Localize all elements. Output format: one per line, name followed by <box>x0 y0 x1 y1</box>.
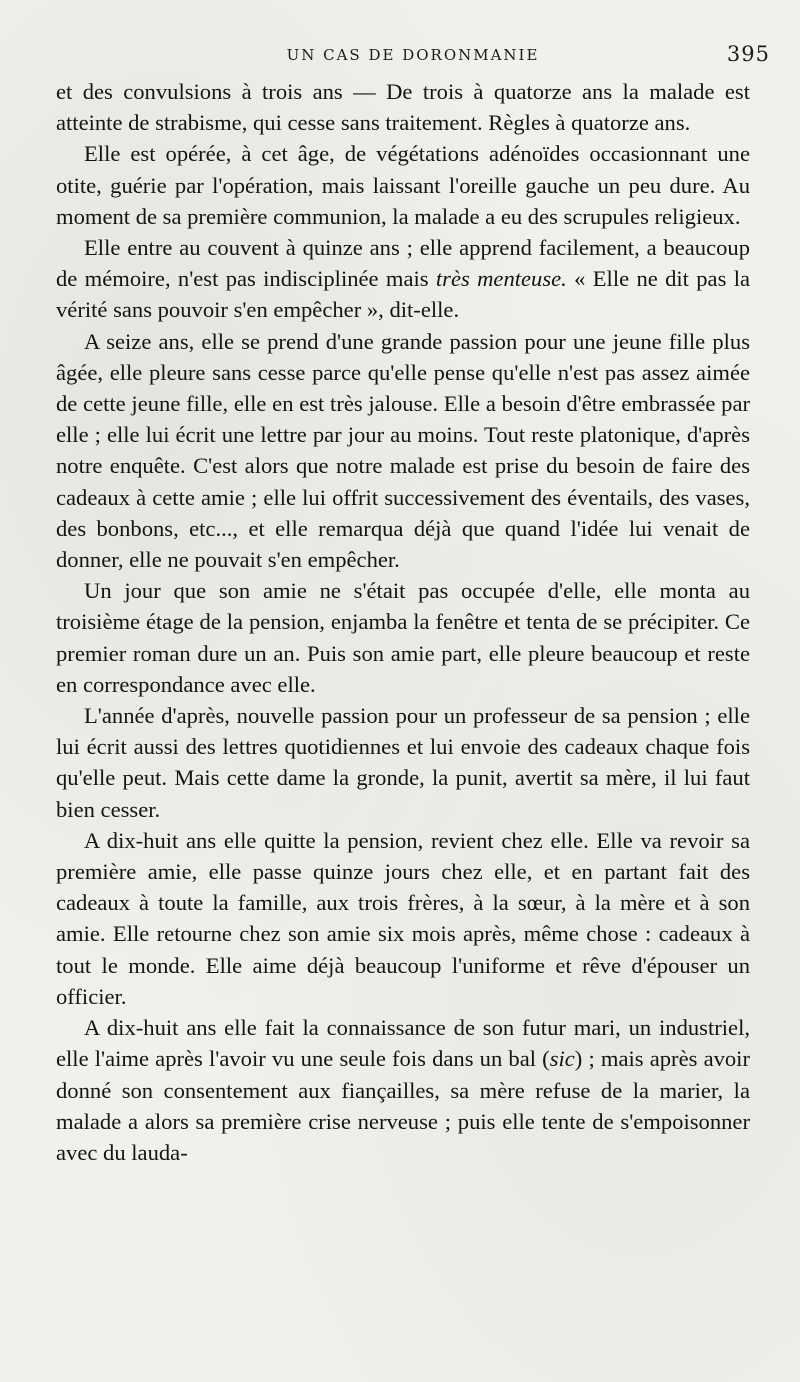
paragraph-5: Un jour que son amie ne s'était pas occupée d'elle, elle monta au troisième étage de la pension, enjamba la fenêtre et tenta de se précipiter. Ce premier roman dure un an. Puis son amie part, elle pleure beaucoup et reste en correspondance avec elle. <box>56 578 750 697</box>
paragraph-3-end: « Elle ne dit pas la vérité sans pouvoir s'en empêcher », dit-elle. <box>56 266 750 323</box>
page-header <box>56 42 770 78</box>
paragraph-6: L'année d'après, nouvelle passion pour un professeur de sa pension ; elle lui écrit aussi des lettres quotidiennes et lui envoie des cadeaux chaque fois qu'elle peut. Mais cette dame la gronde, la punit, avertit sa mère, il lui faut bien cesser. <box>56 703 750 822</box>
paragraph-3 <box>56 232 750 326</box>
paragraph-3-start: Elle entre au couvent à quinze ans ; elle apprend facilement, a beaucoup de mémoire, n'est pas indisciplinée mais <box>56 235 750 292</box>
paragraph-1: et des convulsions à trois ans — De trois à quatorze ans la malade est atteinte de strabisme, qui cesse sans traitement. Règles à quatorze ans. <box>56 79 750 136</box>
paragraph-4: A seize ans, elle se prend d'une grande passion pour une jeune fille plus âgée, elle pleure sans cesse parce qu'elle pense qu'elle n'est pas assez aimée de cette jeune fille, elle en est très jalouse. Elle a besoin d'être embrassée par elle ; elle lui écrit une lettre par jour au moins. Tout reste platonique, d'après notre enquête. C'est alors que notre malade est prise du besoin de faire des cadeaux à cette amie ; elle lui offrit successivement des éventails, des vases, des bonbons, etc..., et elle remarqua déjà que quand l'idée lui venait de donner, elle ne pouvait s'en empêcher. <box>56 328 750 573</box>
paragraph-3-italic: très menteuse. <box>435 266 567 292</box>
paragraph-8 <box>56 1012 750 1168</box>
paragraph-2: Elle est opérée, à cet âge, de végétations adénoïdes occasionnant une otite, guérie par l'opération, mais laissant l'oreille gauche un peu dure. Au moment de sa première communion, la malade a eu des scrupules religieux. <box>56 141 750 229</box>
paragraph-8-end: ) ; mais après avoir donné son consentement aux fiançailles, sa mère refuse de la marier, la malade a alors sa première crise nerveuse ; puis elle tente de s'empoisonner avec du lauda- <box>56 1046 750 1165</box>
running-title: UN CAS DE DORONMANIE <box>286 46 540 64</box>
paragraph-8-italic: sic <box>549 1046 575 1072</box>
body-text <box>56 76 750 1168</box>
page-number: 395 <box>726 42 770 66</box>
paragraph-7: A dix-huit ans elle quitte la pension, revient chez elle. Elle va revoir sa première amie, elle passe quinze jours chez elle, et en partant fait des cadeaux à toute la famille, aux trois frères, à la sœur, à la mère et à son amie. Elle retourne chez son amie six mois après, même chose : cadeaux à tout le monde. Elle aime déjà beaucoup l'uniforme et rêve d'épouser un officier. <box>56 827 750 1009</box>
paragraph-8-start: A dix-huit ans elle fait la connaissance de son futur mari, un industriel, elle l'aime après l'avoir vu une seule fois dans un bal ( <box>56 1015 750 1072</box>
